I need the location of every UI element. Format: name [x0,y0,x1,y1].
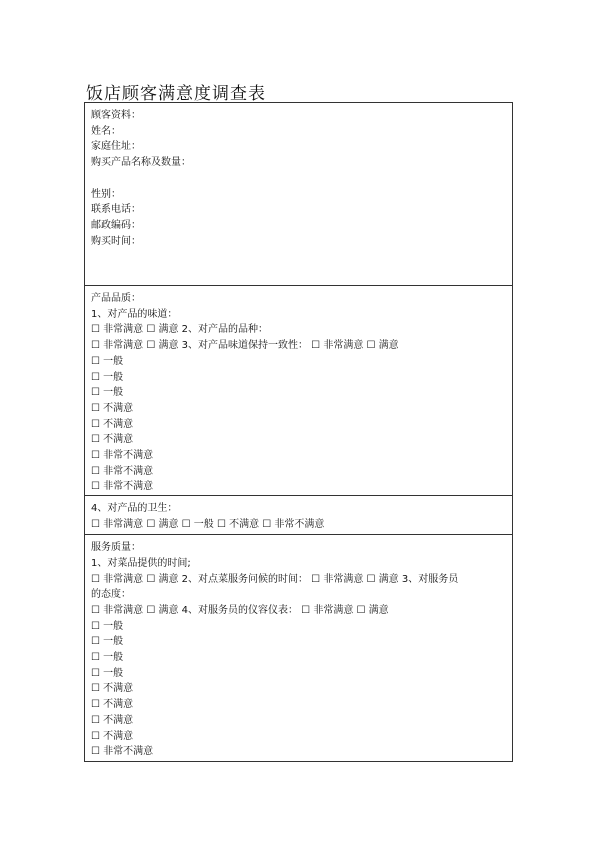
product-quality-section [85,286,513,496]
question-attitude-cont: 的态度： [91,589,131,601]
option-line[interactable]: ☐ 不满意 [91,714,134,726]
customer-info-heading: 顾客资料： [91,110,141,121]
question-taste: 1、对产品的味道： [91,308,178,320]
option-line[interactable]: ☐ 非常不满意 [91,746,154,758]
option-line[interactable]: ☐ 一般 [91,652,124,664]
hygiene-section [85,496,513,535]
option-line[interactable]: ☐ 不满意 [91,683,134,695]
option-line[interactable]: ☐ 一般 [91,355,124,367]
option-line[interactable]: ☐ 不满意 [91,699,134,711]
option-line[interactable]: ☐ 非常满意 ☐ 满意 ☐ 一般 ☐ 不满意 ☐ 非常不满意 [91,518,325,530]
spacer-line [91,171,506,187]
question-hygiene: 4、对产品的卫生： [91,503,178,515]
product-quality-heading: 产品品质： [91,293,141,304]
option-line[interactable]: ☐ 不满意 [91,434,134,446]
option-line[interactable]: ☐ 非常不满意 [91,481,154,493]
option-line[interactable]: ☐ 一般 [91,620,124,632]
page-title: 饭店顾客满意度调查表 [86,84,266,104]
option-line[interactable]: ☐ 不满意 [91,730,134,742]
question-serving-time: 1、对菜品提供的时间; [91,557,191,569]
option-line[interactable]: ☐ 非常满意 ☐ 满意 3、对产品味道保持一致性： ☐ 非常满意 ☐ 满意 [91,340,399,352]
name-field: 姓名： [91,125,121,137]
gender-field: 性别： [91,188,121,200]
survey-table [84,102,513,762]
option-line[interactable]: ☐ 一般 [91,636,124,648]
option-line[interactable]: ☐ 非常不满意 [91,465,154,477]
service-quality-heading: 服务质量： [91,542,141,554]
phone-field: 联系电话： [91,204,141,216]
option-line[interactable]: ☐ 非常满意 ☐ 满意 4、对服务员的仪容仪表： ☐ 非常满意 ☐ 满意 [91,604,389,616]
option-line[interactable]: ☐ 一般 [91,387,124,399]
purchase-time-field: 购买时间： [91,235,141,247]
service-quality-section [85,535,513,762]
option-line[interactable]: ☐ 一般 [91,371,124,383]
option-line[interactable]: ☐ 一般 [91,667,124,679]
option-line[interactable]: ☐ 非常不满意 [91,450,154,462]
product-quantity-field: 购买产品名称及数量： [91,157,191,169]
option-line[interactable]: ☐ 非常满意 ☐ 满意 2、对点菜服务问候的时间： ☐ 非常满意 ☐ 满意 3、对服务员 [91,573,459,585]
option-line[interactable]: ☐ 不满意 [91,418,134,430]
address-field: 家庭住址： [91,141,141,153]
customer-info-section [85,103,513,286]
postal-code-field: 邮政编码： [91,219,141,231]
option-line[interactable]: ☐ 非常满意 ☐ 满意 2、对产品的品种： [91,324,269,336]
option-line[interactable]: ☐ 不满意 [91,402,134,414]
